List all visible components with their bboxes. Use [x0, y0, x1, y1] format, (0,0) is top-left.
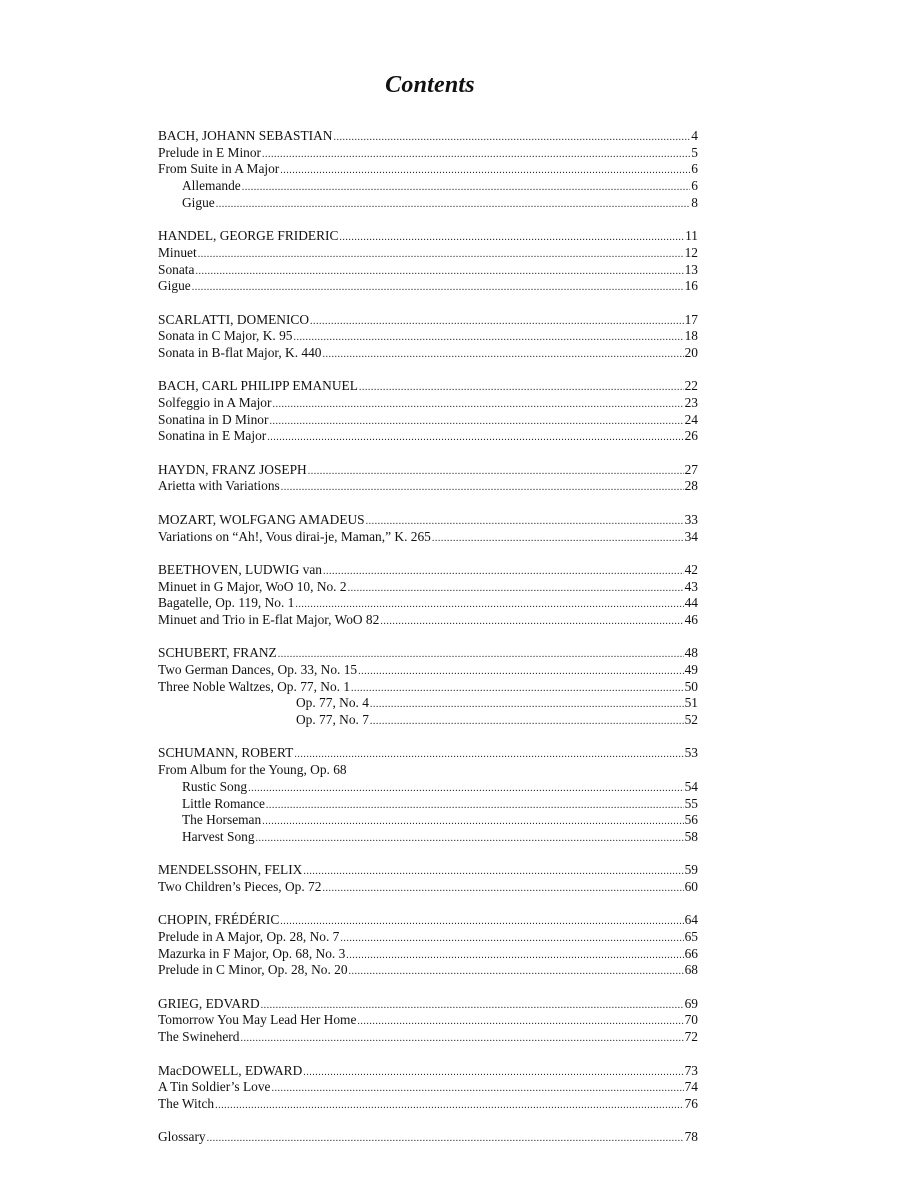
page-number: 16: [684, 278, 698, 294]
page-number: 33: [684, 511, 698, 527]
dot-leader: [322, 347, 683, 364]
composer-heading: [158, 128, 698, 145]
toc-entry: [158, 178, 698, 195]
page-number: 56: [684, 812, 698, 828]
dot-leader: [346, 948, 683, 965]
dot-leader: [280, 914, 683, 931]
dot-leader: [195, 264, 683, 281]
toc-entry: [158, 679, 698, 696]
toc-entry: [158, 245, 698, 262]
toc-entry: [158, 879, 698, 896]
composer-heading: [158, 378, 698, 395]
toc-entry: [158, 328, 698, 345]
toc-entry: [158, 1096, 698, 1113]
entry-title: From Suite in A Major: [158, 161, 280, 177]
entry-title: Little Romance: [182, 795, 265, 811]
composer-section: [158, 562, 698, 629]
toc-entry: [158, 412, 698, 429]
dot-leader: [256, 831, 684, 848]
composer-heading: [158, 996, 698, 1013]
page-number: 43: [684, 578, 698, 594]
entry-title: GRIEG, EDVARD: [158, 995, 260, 1011]
composer-heading: [158, 462, 698, 479]
entry-title: Sonatina in D Minor: [158, 411, 269, 427]
toc-entry: [158, 161, 698, 178]
toc-entry: [158, 662, 698, 679]
page-number: 60: [684, 878, 698, 894]
composer-heading: [158, 912, 698, 929]
page-number: 51: [684, 695, 698, 711]
dot-leader: [303, 1065, 683, 1082]
dot-leader: [262, 814, 683, 831]
glossary-section: [158, 1129, 698, 1146]
dot-leader: [266, 798, 684, 815]
entry-title: A Tin Soldier’s Love: [158, 1079, 271, 1095]
entry-title: Three Noble Waltzes, Op. 77, No. 1: [158, 678, 351, 694]
toc-entry: [158, 812, 698, 829]
entry-title: Minuet in G Major, WoO 10, No. 2: [158, 578, 347, 594]
composer-heading: [158, 862, 698, 879]
entry-title: Sonatina in E Major: [158, 428, 267, 444]
dot-leader: [351, 681, 684, 698]
composer-section: [158, 862, 698, 895]
entry-title: MacDOWELL, EDWARD: [158, 1062, 303, 1078]
entry-title: Bagatelle, Op. 119, No. 1: [158, 595, 295, 611]
entry-title: MENDELSSOHN, FELIX: [158, 862, 303, 878]
entry-title: Prelude in A Major, Op. 28, No. 7: [158, 929, 340, 944]
glossary-entry: [158, 1129, 698, 1146]
toc-entry: [158, 145, 698, 162]
toc-entry: [158, 395, 698, 412]
page-number: 54: [684, 778, 698, 794]
table-of-contents: [158, 128, 698, 1146]
page-number: 42: [684, 561, 698, 577]
entry-title: BACH, CARL PHILIPP EMANUEL: [158, 378, 358, 394]
entry-title: Tomorrow You May Lead Her Home: [158, 1012, 357, 1028]
entry-title: Sonata in C Major, K. 95: [158, 328, 293, 344]
dot-leader: [272, 397, 683, 414]
entry-title: MOZART, WOLFGANG AMADEUS: [158, 511, 365, 527]
page-number: 64: [684, 912, 698, 928]
page-number: 18: [684, 328, 698, 344]
page-number: 46: [684, 611, 698, 627]
page-title: Contents: [385, 72, 475, 98]
dot-leader: [215, 1098, 684, 1115]
entry-title: From Album for the Young, Op. 68: [158, 762, 347, 778]
toc-entry: [158, 595, 698, 612]
page-number: 72: [684, 1029, 698, 1045]
entry-title: The Swineherd: [158, 1029, 240, 1045]
composer-section: [158, 645, 698, 728]
entry-title: Two German Dances, Op. 33, No. 15: [158, 662, 358, 677]
composer-heading: [158, 312, 698, 329]
entry-title: CHOPIN, FRÉDÉRIC: [158, 912, 280, 928]
entry-title: Minuet and Trio in E-flat Major, WoO 82: [158, 611, 380, 627]
page-number: 5: [691, 144, 698, 160]
toc-entry: [158, 1029, 698, 1046]
composer-heading: [158, 745, 698, 762]
page-number: 34: [684, 528, 698, 544]
page-number: 66: [684, 945, 698, 961]
dot-leader: [359, 380, 684, 397]
entry-title: BACH, JOHANN SEBASTIAN: [158, 128, 333, 143]
entry-title: Op. 77, No. 4: [296, 695, 369, 711]
entry-title: The Horseman: [182, 812, 262, 828]
toc-entry: [158, 478, 698, 495]
dot-leader: [294, 747, 683, 764]
toc-entry: [158, 779, 698, 796]
page-number: 69: [684, 995, 698, 1011]
page-number: 68: [684, 962, 698, 978]
toc-entry: [158, 829, 698, 846]
entry-title: Minuet: [158, 244, 197, 260]
dot-leader: [357, 1014, 683, 1031]
dot-leader: [271, 1081, 683, 1098]
toc-entry: [158, 612, 698, 629]
composer-heading: [158, 645, 698, 662]
entry-title: Harvest Song: [182, 828, 255, 844]
page-number: 22: [684, 378, 698, 394]
page-number: 23: [684, 395, 698, 410]
entry-title: Prelude in C Minor, Op. 28, No. 20: [158, 962, 348, 978]
entry-title: Glossary: [158, 1129, 206, 1145]
entry-title: Rustic Song: [182, 778, 248, 794]
page-number: 28: [684, 478, 698, 494]
page-number: 59: [684, 862, 698, 878]
dot-leader: [240, 1031, 683, 1048]
dot-leader: [380, 614, 683, 631]
entry-title: Sonata in B-flat Major, K. 440: [158, 344, 322, 360]
toc-entry: [158, 929, 698, 946]
page-number: 78: [684, 1129, 698, 1145]
dot-leader: [339, 230, 684, 247]
dot-leader: [242, 180, 691, 197]
composer-heading: [158, 512, 698, 529]
composer-heading: [158, 228, 698, 245]
page-number: 44: [684, 595, 698, 611]
toc-entry: [158, 712, 698, 729]
dot-leader: [293, 330, 683, 347]
page-number: 17: [684, 311, 698, 327]
dot-leader: [340, 931, 683, 948]
dot-leader: [370, 697, 684, 714]
composer-section: [158, 128, 698, 211]
entry-title: Arietta with Variations: [158, 478, 280, 494]
entry-title: Gigue: [158, 278, 191, 294]
page-number: 52: [684, 712, 698, 728]
dot-leader: [432, 531, 684, 548]
page-number: 73: [684, 1062, 698, 1078]
toc-entry: [158, 962, 698, 979]
composer-heading: [158, 1063, 698, 1080]
composer-section: [158, 745, 698, 845]
toc-entry: [158, 195, 698, 212]
dot-leader: [192, 280, 684, 297]
page-number: 58: [684, 828, 698, 844]
dot-leader: [303, 864, 683, 881]
entry-title: Sonata: [158, 261, 195, 277]
entry-title: HAYDN, FRANZ JOSEPH: [158, 461, 307, 477]
toc-entry: [158, 579, 698, 596]
composer-heading: [158, 562, 698, 579]
toc-entry: [158, 529, 698, 546]
page-number: 24: [684, 411, 698, 427]
dot-leader: [267, 430, 683, 447]
page-number: 4: [691, 128, 698, 143]
composer-section: [158, 512, 698, 545]
page-number: 6: [691, 178, 698, 194]
page-number: 50: [684, 678, 698, 694]
entry-title: SCHUBERT, FRANZ: [158, 645, 277, 661]
page-number: 74: [684, 1079, 698, 1095]
entry-title: Allemande: [182, 178, 241, 194]
dot-leader: [269, 414, 683, 431]
page-number: 55: [684, 795, 698, 811]
entry-title: Prelude in E Minor: [158, 144, 262, 160]
entry-title: Variations on “Ah!, Vous dirai-je, Maman,” K. 265: [158, 528, 431, 544]
entry-title: SCARLATTI, DOMENICO: [158, 311, 310, 327]
composer-section: [158, 912, 698, 979]
toc-entry: [158, 278, 698, 295]
page-number: 48: [684, 645, 698, 661]
page-number: 13: [684, 261, 698, 277]
page-number: 6: [691, 161, 698, 177]
page-number: 8: [691, 194, 698, 210]
toc-entry: [158, 262, 698, 279]
toc-entry: [158, 796, 698, 813]
composer-section: [158, 1063, 698, 1113]
dot-leader: [280, 163, 690, 180]
dot-leader: [310, 314, 684, 331]
entry-title: SCHUMANN, ROBERT: [158, 745, 294, 761]
page-number: 76: [684, 1095, 698, 1111]
entry-title: Solfeggio in A Major: [158, 395, 272, 410]
toc-entry: [158, 946, 698, 963]
page-number: 53: [684, 745, 698, 761]
dot-leader: [281, 480, 684, 497]
dot-leader: [198, 247, 684, 264]
page-number: 27: [684, 461, 698, 477]
dot-leader: [207, 1131, 684, 1148]
composer-section: [158, 462, 698, 495]
toc-entry: [158, 1079, 698, 1096]
toc-entry: [158, 1012, 698, 1029]
composer-section: [158, 378, 698, 445]
dot-leader: [216, 197, 691, 214]
toc-entry: [158, 695, 698, 712]
page-number: 65: [684, 929, 698, 944]
page-number: 11: [685, 228, 698, 244]
dot-leader: [349, 964, 684, 981]
dot-leader: [370, 714, 684, 731]
entry-title: BEETHOVEN, LUDWIG van: [158, 561, 322, 577]
dot-leader: [358, 664, 683, 681]
page-number: 12: [684, 244, 698, 260]
dot-leader: [323, 564, 684, 581]
page-number: 49: [684, 662, 698, 677]
composer-section: [158, 996, 698, 1046]
dot-leader: [333, 130, 690, 147]
entry-title: HANDEL, GEORGE FRIDERIC: [158, 228, 339, 244]
toc-entry: [158, 762, 698, 779]
composer-section: [158, 228, 698, 295]
entry-title: The Witch: [158, 1095, 215, 1111]
entry-title: Mazurka in F Major, Op. 68, No. 3: [158, 945, 346, 961]
entry-title: Gigue: [182, 194, 215, 210]
toc-entry: [158, 428, 698, 445]
toc-entry: [158, 345, 698, 362]
page-number: 26: [684, 428, 698, 444]
dot-leader: [248, 781, 684, 798]
entry-title: Two Children’s Pieces, Op. 72: [158, 878, 322, 894]
dot-leader: [322, 881, 683, 898]
dot-leader: [348, 581, 684, 598]
dot-leader: [262, 147, 690, 164]
composer-section: [158, 312, 698, 362]
entry-title: Op. 77, No. 7: [296, 712, 369, 728]
page-number: 20: [684, 344, 698, 360]
dot-leader: [308, 464, 684, 481]
page-number: 70: [684, 1012, 698, 1028]
